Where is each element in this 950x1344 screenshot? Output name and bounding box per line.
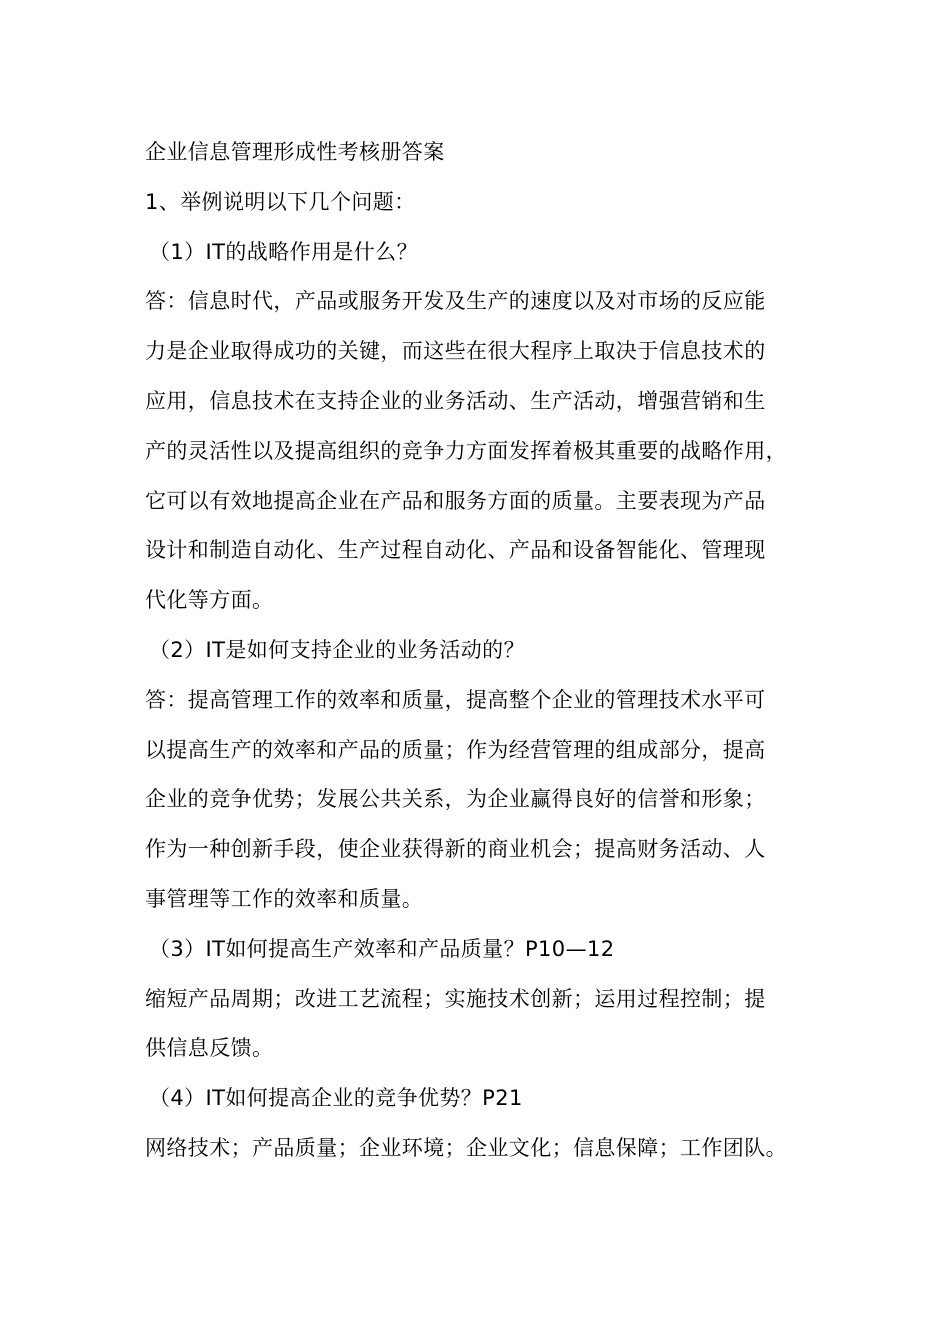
answer-2-line: 企业的竞争优势；发展公共关系，为企业赢得良好的信誉和形象； bbox=[145, 787, 766, 812]
answer-1-line: 答：信息时代，产品或服务开发及生产的速度以及对市场的反应能 bbox=[145, 289, 766, 314]
answer-1-line: 它可以有效地提高企业在产品和服务方面的质量。主要表现为产品 bbox=[145, 488, 766, 513]
document-title: 企业信息管理形成性考核册答案 bbox=[145, 140, 445, 164]
answer-2-line: 答：提高管理工作的效率和质量，提高整个企业的管理技术水平可 bbox=[145, 687, 766, 712]
subquestion-3-heading: （3）IT如何提高生产效率和产品质量？P10—12 bbox=[149, 936, 615, 961]
subquestion-2-heading: （2）IT是如何支持企业的业务活动的？ bbox=[149, 637, 525, 662]
answer-1-line: 产的灵活性以及提高组织的竞争力方面发挥着极其重要的战略作用， bbox=[145, 438, 787, 463]
subquestion-1-heading: （1）IT的战略作用是什么？ bbox=[149, 239, 418, 264]
answer-3-line: 供信息反馈。 bbox=[145, 1036, 274, 1061]
answer-4-line: 网络技术；产品质量；企业环境；企业文化；信息保障；工作团队。 bbox=[145, 1135, 787, 1160]
answer-2-line: 以提高生产的效率和产品的质量；作为经营管理的组成部分，提高 bbox=[145, 737, 766, 762]
answer-1-line: 设计和制造自动化、生产过程自动化、产品和设备智能化、管理现 bbox=[145, 538, 766, 563]
answer-1-line: 代化等方面。 bbox=[145, 588, 274, 613]
answer-2-line: 作为一种创新手段，使企业获得新的商业机会；提高财务活动、人 bbox=[145, 837, 766, 862]
answer-1-line: 力是企业取得成功的关键，而这些在很大程序上取决于信息技术的 bbox=[145, 339, 766, 364]
subquestion-4-heading: （4）IT如何提高企业的竞争优势？P21 bbox=[149, 1086, 523, 1111]
document-body bbox=[145, 128, 825, 1174]
question-1-intro: 1、举例说明以下几个问题： bbox=[145, 189, 416, 214]
answer-1-line: 应用，信息技术在支持企业的业务活动、生产活动，增强营销和生 bbox=[145, 388, 766, 413]
answer-3-line: 缩短产品周期；改进工艺流程；实施技术创新；运用过程控制；提 bbox=[145, 986, 766, 1011]
answer-2-line: 事管理等工作的效率和质量。 bbox=[145, 886, 424, 911]
